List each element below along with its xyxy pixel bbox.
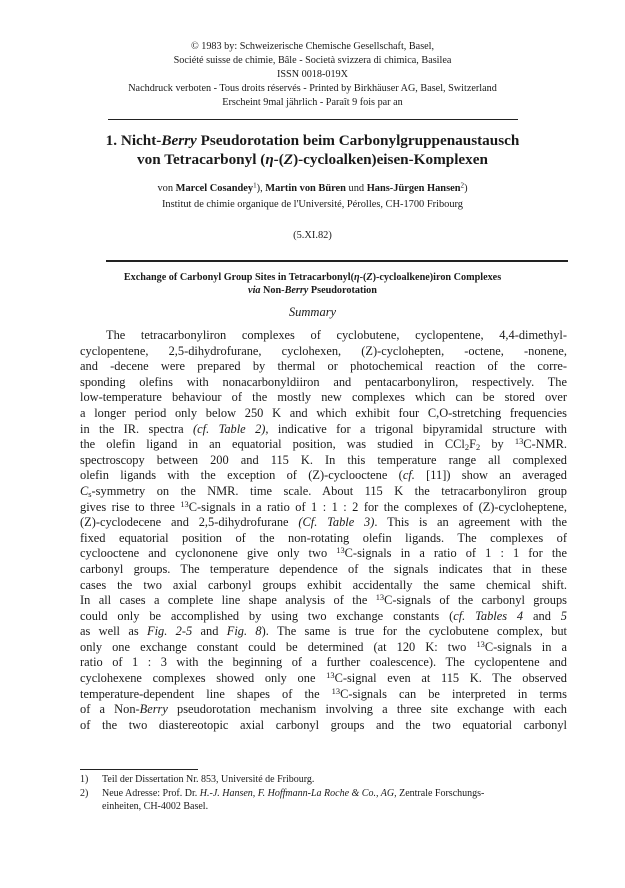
title-z: Z <box>283 151 294 168</box>
summary-line: In all cases a complete line shape analysis of the $^{13}$C-signals of the carbonyl groups <box>80 591 567 608</box>
berry-italic: Berry <box>139 702 168 717</box>
author-name: Hans-Jürgen Hansen <box>366 183 461 194</box>
summary-line: ratio of 1 : 3 with the beginning of a further coalescence). The cyclopentene and <box>80 655 567 670</box>
summary-line: spectroscopy between 200 and 115 K. In this temperature range all complexed <box>80 452 567 467</box>
author-name: Martin von Büren <box>265 183 346 194</box>
title-text: Pseudorotation beim Carbonylgruppenaustausch <box>196 132 520 149</box>
frequency-line: Erscheint 9mal jährlich - Paraît 9 fois par an <box>222 97 403 108</box>
summary-line: only one exchange constant could be determined (at 120 K: two $^{13}$C-signals in a <box>80 638 567 654</box>
header-rule <box>108 119 518 120</box>
title-text: von Tetracarbonyl ( <box>137 151 266 168</box>
institute-line: Institut de chimie organique de l'Université, Pérolles, CH-1700 Fribourg <box>161 199 464 210</box>
summary-line: cyclopentene, 2,5-dihydrofurane, cyclohexen, (Z)-cyclohepten, -octene, -nonene, <box>80 343 567 358</box>
article-title-line1 <box>60 131 565 150</box>
summary-line: temperature-dependent line shapes of the $^{13}$C-signals can be interpreted in terms <box>80 685 567 701</box>
summary-line: as well as Fig. 2-5 and Fig. 8). The same is true for the cyclobutene complex, but <box>80 624 567 639</box>
summary-line: low-temperature behaviour of the mostly new complexes which can be stored over <box>80 390 567 405</box>
society-line: Société suisse de chimie, Bâle - Società svizzera di chimica, Basilea <box>173 55 452 66</box>
summary-line: olefin ligands with the exception of (Z)-cyclooctene (cf. [11]) show an averaged <box>80 468 567 483</box>
authors-line: von Marcel Cosandey$^1$), Martin von Büren und Hans-Jürgen Hansen$^2$) <box>157 181 468 194</box>
summary-heading: Summary <box>288 305 337 319</box>
title-text: )-cycloalken)eisen-Komplexen <box>293 151 488 168</box>
etitle-text: Exchange of Carbonyl Group Sites in Tetracarbonyl( <box>123 272 354 283</box>
summary-line: cases the two axial carbonyl groups exhibit accidentally the same chemical shift. <box>80 577 567 592</box>
table-ref: 5 <box>560 608 567 623</box>
figure-ref: Fig. 2-5 <box>147 624 193 639</box>
footnote-1 <box>80 774 567 787</box>
table-ref: (cf. Table 2) <box>193 421 266 436</box>
title-eta: η <box>265 151 274 168</box>
english-title-line2 <box>60 284 565 297</box>
rights-line: Nachdruck verboten - Tous droits réservés - Printed by Birkhäuser AG, Basel, Switzerland <box>128 83 497 94</box>
summary-line: The tetracarbonyliron complexes of cyclobutene, cyclopentene, 4,4-dimethyl- <box>106 328 567 342</box>
table-ref: (Cf. Table 3) <box>298 515 375 530</box>
footnote-text: Neue Adresse: Prof. Dr. H.-J. Hansen, F. Hoffmann-La Roche & Co., AG, Zentrale Forschungs- einheiten, CH-4002 Basel. <box>102 788 485 812</box>
etitle-berry: Berry <box>284 285 309 296</box>
footnote-mark: 1) <box>80 774 89 785</box>
summary-line: cyclohexene complexes showed only one $^{13}$C-signal even at 115 K. The observed <box>80 669 567 686</box>
summary-line: and -decene were prepared by thermal or photochemical reaction of the corre- <box>80 359 567 374</box>
summary-line: a longer period only below 250 K and which exhibit four C,O-stretching frequencies <box>80 405 567 420</box>
title-berry: Berry <box>161 132 197 149</box>
summary-line: carbonyl groups. The temperature dependence of the signals indicates that in these <box>80 561 567 576</box>
footnote-text: Teil der Dissertation Nr. 853, Université de Fribourg. <box>102 774 315 785</box>
author-separator: , <box>260 183 266 194</box>
summary-line: cyclooctene and cyclononene give only two $^{13}$C-signals in a ratio of 1 : 1 for the <box>80 545 567 561</box>
authors-prefix: von <box>157 183 176 194</box>
article-title-line2 <box>60 150 565 169</box>
etitle-text: Non- <box>260 285 285 296</box>
summary-line: the olefin ligand in an equatorial position, was studied in $CCl_2F_2$ by $^{13}$C-NMR. <box>80 435 567 453</box>
table-ref: cf. Tables 4 <box>453 608 524 623</box>
footnote-ref: 1 <box>253 181 257 190</box>
summary-line: sponding olefins with nonacarbonyldiiron and pentacarbonyliron, respectively. The <box>80 374 567 389</box>
footnote-rule <box>80 769 198 770</box>
summary-line: gives rise to three $^{13}$C-signals in a ratio of 1 : 1 : 2 for the complexes of (Z)-cycloheptene, <box>80 498 567 514</box>
footnote-2 <box>80 788 567 813</box>
etitle-text: Pseudorotation <box>308 285 377 296</box>
figure-ref: Fig. 8 <box>226 624 262 639</box>
title-block-rule <box>106 260 568 262</box>
etitle-text: -( <box>359 272 367 283</box>
etitle-eta: η <box>354 272 360 283</box>
author-name: Marcel Cosandey <box>175 183 254 194</box>
summary-line: of a Non-Berry pseudorotation mechanism involving a three site exchange with each <box>80 702 567 717</box>
summary-body <box>80 328 567 733</box>
summary-line: $C_s$-symmetry on the NMR. time scale. About 115 K the tetracarbonyliron group <box>80 483 567 500</box>
summary-line: could only be accomplished by using two exchange constants (cf. Tables 4 and 5 <box>80 608 567 623</box>
issn-line: ISSN 0018-019X <box>276 69 349 80</box>
etitle-text: )-cycloalkene)iron Complexes <box>372 272 502 283</box>
title-text: 1. Nicht- <box>105 132 162 149</box>
summary-line: of the two diastereotopic axial carbonyl groups and the two equatorial carbonyl <box>80 717 567 732</box>
author-separator: und <box>345 183 367 194</box>
footnote-ref: 2 <box>460 181 465 190</box>
received-date: (5.XI.82) <box>293 230 332 241</box>
english-title-line1 <box>60 271 565 284</box>
etitle-via: via <box>248 285 261 296</box>
summary-line: in the IR. spectra (cf. Table 2), indicative for a trigonal bipyramidal structure with <box>80 421 567 436</box>
copyright-line: © 1983 by: Schweizerische Chemische Gesellschaft, Basel, <box>190 41 435 52</box>
summary-line: fixed equatorial position of the non-rotating olefin ligands. The complexes of <box>80 530 567 545</box>
summary-line: (Z)-cyclodecene and 2,5-dihydrofurane (Cf. Table 3). This is an agreement with the <box>80 515 567 530</box>
etitle-z: Z <box>366 272 373 283</box>
footnote-mark: 2) <box>80 788 89 799</box>
cf-ref: cf. <box>402 468 415 483</box>
title-text: -( <box>273 151 284 168</box>
